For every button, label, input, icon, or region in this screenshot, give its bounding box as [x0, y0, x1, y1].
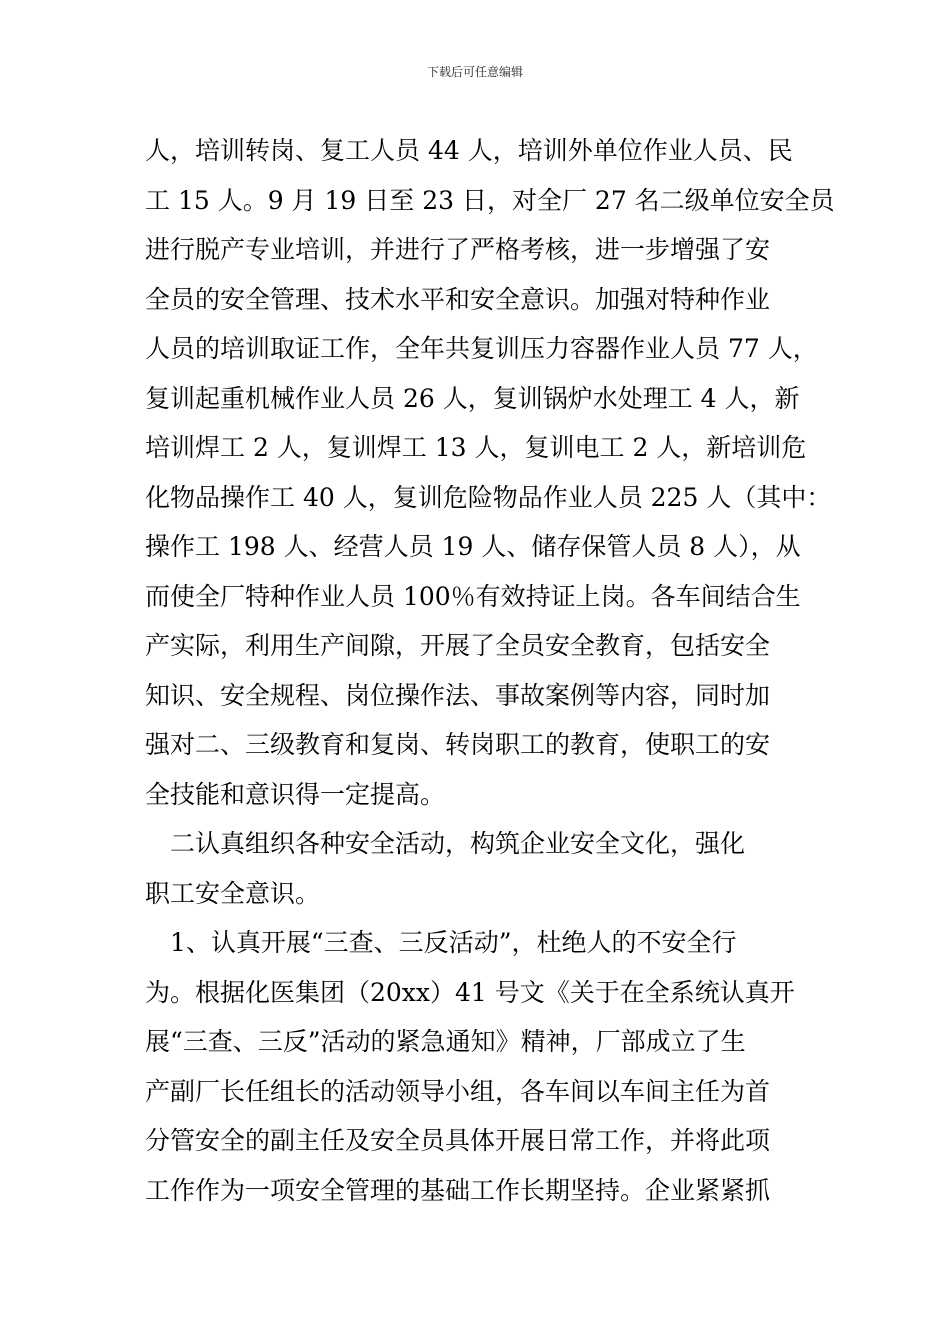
text-line: 工 15 人。9 月 19 日至 23 日，对全厂 27 名二级单位安全员: [145, 185, 835, 215]
text-line: 化物品操作工 40 人，复训危险物品作业人员 225 人（其中：: [145, 482, 832, 512]
section-heading-line: 二认真组织各种安全活动，构筑企业安全文化，强化: [145, 829, 746, 858]
section-heading-line: 职工安全意识。: [145, 878, 321, 908]
document-body: [145, 126, 835, 1215]
text-line: 操作工 198 人、经营人员 19 人、储存保管人员 8 人），从: [145, 532, 801, 561]
text-line: 知识、安全规程、岗位操作法、事故案例等内容，同时加: [145, 680, 771, 710]
text-line: 强对二、三级教育和复岗、转岗职工的教育，使职工的安: [145, 730, 771, 759]
text-line: 全技能和意识得一定提高。: [145, 779, 446, 809]
text-line: 为。根据化医集团（20xx）41 号文《关于在全系统认真开: [145, 977, 795, 1007]
text-line: 复训起重机械作业人员 26 人，复训锅炉水处理工 4 人，新: [145, 383, 800, 413]
text-line: 展“三查、三反”活动的紧急通知》精神，厂部成立了生: [145, 1027, 746, 1056]
text-line: 全员的安全管理、技术水平和安全意识。加强对特种作业: [145, 284, 771, 314]
text-line: 分管安全的副主任及安全员具体开展日常工作，并将此项: [145, 1126, 771, 1155]
text-line: 工作作为一项安全管理的基础工作长期坚持。企业紧紧抓: [145, 1175, 771, 1205]
text-line: 产实际，利用生产间隙，开展了全员安全教育，包括安全: [145, 631, 771, 660]
text-line: 培训焊工 2 人，复训焊工 13 人，复训电工 2 人，新培训危: [145, 433, 807, 462]
text-line: 1、认真开展“三查、三反活动”，杜绝人的不安全行: [145, 928, 737, 957]
page-header: 下载后可任意编辑: [426, 65, 523, 79]
text-line: 人，培训转岗、复工人员 44 人，培训外单位作业人员、民: [145, 136, 793, 165]
text-line: 产副厂长任组长的活动领导小组，各车间以车间主任为首: [145, 1076, 771, 1106]
text-line: 进行脱产专业培训，并进行了严格考核，进一步增强了安: [145, 235, 771, 264]
text-line: 人员的培训取证工作，全年共复训压力容器作业人员 77 人，: [145, 334, 818, 363]
text-line: 而使全厂特种作业人员 100％有效持证上岗。各车间结合生: [145, 581, 801, 611]
